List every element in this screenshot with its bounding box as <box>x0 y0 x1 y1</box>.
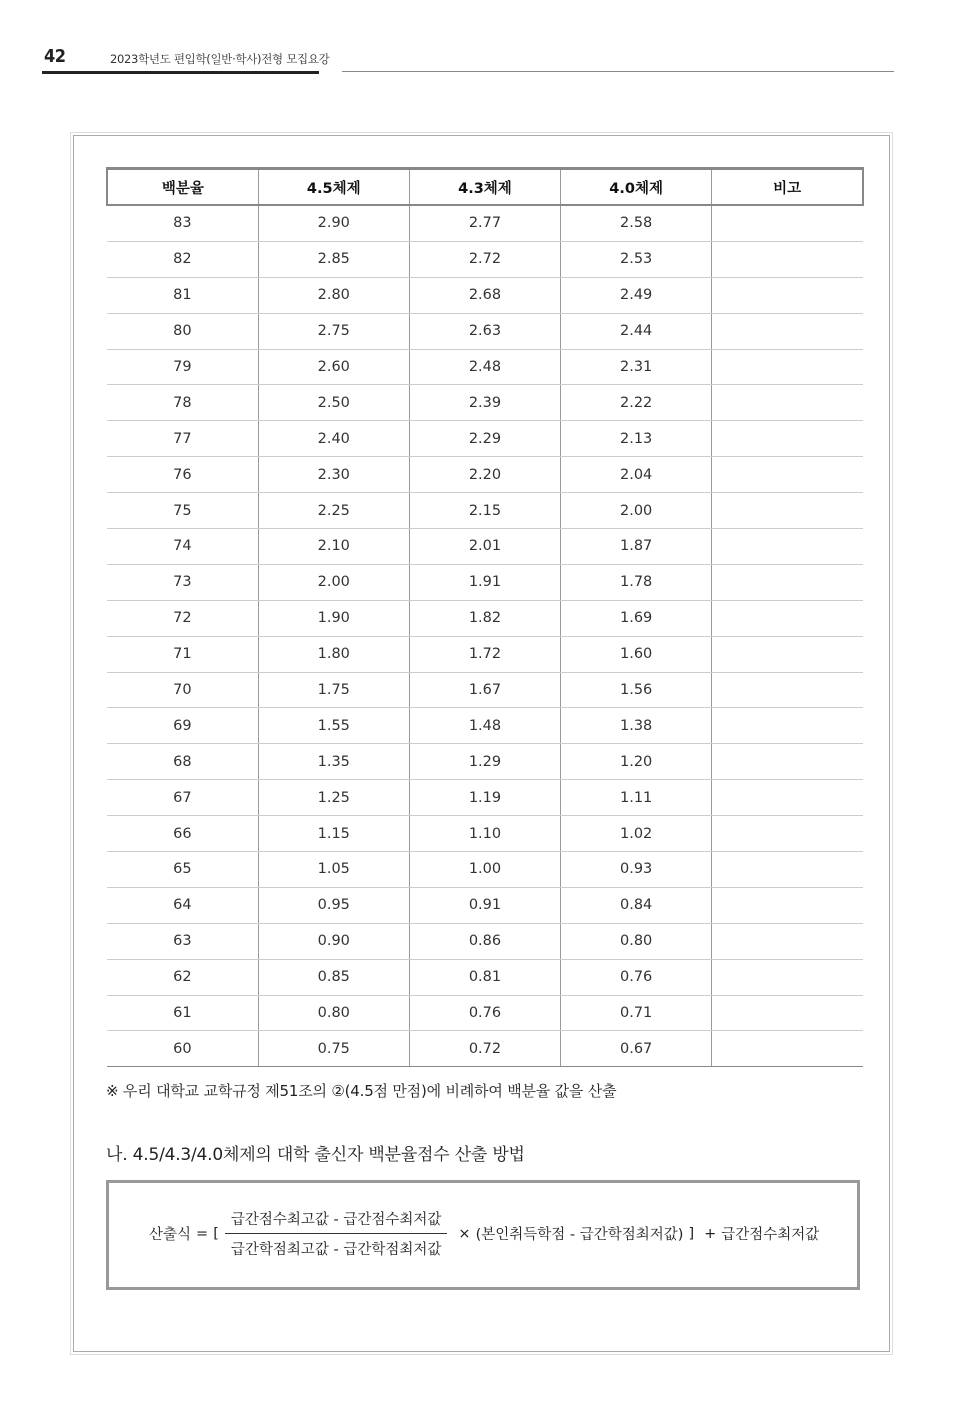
table-cell: 78 <box>107 385 258 421</box>
table-cell <box>712 959 863 995</box>
table-cell: 2.29 <box>409 421 560 457</box>
table-cell <box>712 816 863 852</box>
table-cell: 1.91 <box>409 564 560 600</box>
table-cell: 0.80 <box>258 995 409 1031</box>
page-number: 42 <box>44 46 66 67</box>
formula-fraction <box>225 1208 448 1259</box>
table-cell: 0.72 <box>409 1031 560 1067</box>
table-cell <box>712 385 863 421</box>
table-cell: 1.90 <box>258 600 409 636</box>
table-cell <box>712 708 863 744</box>
table-cell: 72 <box>107 600 258 636</box>
table-cell: 1.80 <box>258 636 409 672</box>
table-cell: 1.19 <box>409 780 560 816</box>
table-cell: 1.15 <box>258 816 409 852</box>
table-cell: 2.72 <box>409 241 560 277</box>
table-cell: 1.56 <box>561 672 712 708</box>
table-cell: 1.05 <box>258 852 409 888</box>
table-cell <box>712 1031 863 1067</box>
table-cell: 2.58 <box>561 205 712 241</box>
table-cell: 2.15 <box>409 493 560 529</box>
table-cell: 2.20 <box>409 457 560 493</box>
table-cell: 2.77 <box>409 205 560 241</box>
table-cell: 1.87 <box>561 529 712 565</box>
table-cell: 1.25 <box>258 780 409 816</box>
table-cell: 1.02 <box>561 816 712 852</box>
table-cell: 1.72 <box>409 636 560 672</box>
table-cell: 61 <box>107 995 258 1031</box>
table-cell: 1.11 <box>561 780 712 816</box>
table-row <box>107 816 863 852</box>
table-row <box>107 205 863 241</box>
table-cell: 1.82 <box>409 600 560 636</box>
formula <box>149 1208 819 1259</box>
table-cell: 2.01 <box>409 529 560 565</box>
formula-denominator: 급간학점최고값 - 급간학점최저값 <box>230 1242 442 1258</box>
table-cell: 2.60 <box>258 349 409 385</box>
formula-addend: 급간점수최저값 <box>721 1227 820 1243</box>
table-cell: 1.35 <box>258 744 409 780</box>
table-cell: 2.53 <box>561 241 712 277</box>
table-cell: 79 <box>107 349 258 385</box>
table-row <box>107 852 863 888</box>
table-row <box>107 780 863 816</box>
table-cell: 1.75 <box>258 672 409 708</box>
table-cell <box>712 277 863 313</box>
table-cell <box>712 457 863 493</box>
table-row <box>107 385 863 421</box>
table-row <box>107 672 863 708</box>
table-row <box>107 995 863 1031</box>
table-cell: 1.48 <box>409 708 560 744</box>
formula-numerator: 급간점수최고값 - 급간점수최저값 <box>230 1212 442 1228</box>
table-cell: 2.30 <box>258 457 409 493</box>
table-cell: 2.00 <box>258 564 409 600</box>
table-row <box>107 241 863 277</box>
table-cell <box>712 995 863 1031</box>
table-cell: 2.22 <box>561 385 712 421</box>
table-row <box>107 421 863 457</box>
table-cell: 1.78 <box>561 564 712 600</box>
table-cell <box>712 600 863 636</box>
table-cell: 68 <box>107 744 258 780</box>
header-title: 2023학년도 편입학(일반·학사)전형 모집요강 <box>110 52 330 66</box>
table-cell: 2.80 <box>258 277 409 313</box>
table-cell: 1.69 <box>561 600 712 636</box>
table-cell: 0.67 <box>561 1031 712 1067</box>
table-cell: 2.44 <box>561 313 712 349</box>
table-cell: 0.76 <box>561 959 712 995</box>
table-row <box>107 636 863 672</box>
table-cell: 60 <box>107 1031 258 1067</box>
table-cell: 66 <box>107 816 258 852</box>
table-cell: 69 <box>107 708 258 744</box>
table-cell: 62 <box>107 959 258 995</box>
table-cell: 2.63 <box>409 313 560 349</box>
table-cell: 74 <box>107 529 258 565</box>
table-row <box>107 493 863 529</box>
table-cell: 70 <box>107 672 258 708</box>
formula-plus: + <box>704 1225 717 1242</box>
table-cell <box>712 205 863 241</box>
table-cell: 1.00 <box>409 852 560 888</box>
column-header: 비고 <box>712 169 863 206</box>
table-cell: 77 <box>107 421 258 457</box>
table-cell: 0.85 <box>258 959 409 995</box>
table-cell: 64 <box>107 887 258 923</box>
table-cell: 0.81 <box>409 959 560 995</box>
table-cell: 2.10 <box>258 529 409 565</box>
formula-equals: = <box>196 1225 209 1242</box>
table-cell: 2.25 <box>258 493 409 529</box>
table-row <box>107 744 863 780</box>
table-cell: 2.48 <box>409 349 560 385</box>
table-row <box>107 1031 863 1067</box>
table-row <box>107 349 863 385</box>
table-cell: 2.85 <box>258 241 409 277</box>
table-cell: 0.71 <box>561 995 712 1031</box>
table-cell: 0.76 <box>409 995 560 1031</box>
table-cell: 1.29 <box>409 744 560 780</box>
table-cell: 2.04 <box>561 457 712 493</box>
table-cell: 76 <box>107 457 258 493</box>
table-cell: 0.80 <box>561 923 712 959</box>
table-cell <box>712 744 863 780</box>
table-cell: 1.60 <box>561 636 712 672</box>
table-cell: 1.10 <box>409 816 560 852</box>
table-cell: 1.67 <box>409 672 560 708</box>
table-body <box>107 205 863 1067</box>
table-cell: 81 <box>107 277 258 313</box>
table-cell: 2.90 <box>258 205 409 241</box>
table-cell <box>712 529 863 565</box>
table-cell <box>712 421 863 457</box>
table-cell <box>712 923 863 959</box>
table-note: ※ 우리 대학교 교학규정 제51조의 ②(4.5점 만점)에 비례하여 백분율 값을 산출 <box>106 1082 617 1100</box>
table-cell: 2.68 <box>409 277 560 313</box>
column-header: 백분율 <box>107 169 258 206</box>
table-header-row <box>107 169 863 206</box>
table-row <box>107 959 863 995</box>
table-cell: 2.75 <box>258 313 409 349</box>
table-cell: 2.00 <box>561 493 712 529</box>
table-row <box>107 457 863 493</box>
table-cell <box>712 241 863 277</box>
table-cell: 73 <box>107 564 258 600</box>
header-rule-thick <box>42 71 319 74</box>
table-cell <box>712 672 863 708</box>
formula-multiplier: (본인취득학점 - 급간학점최저값) <box>475 1227 684 1243</box>
table-cell <box>712 349 863 385</box>
table-row <box>107 708 863 744</box>
table-cell: 1.55 <box>258 708 409 744</box>
table-cell: 82 <box>107 241 258 277</box>
table-cell: 0.75 <box>258 1031 409 1067</box>
table-cell: 0.86 <box>409 923 560 959</box>
grade-conversion-table <box>106 167 864 1067</box>
formula-times: × <box>458 1225 471 1242</box>
table-row <box>107 313 863 349</box>
table-cell: 71 <box>107 636 258 672</box>
formula-open-bracket: [ <box>213 1225 219 1242</box>
table-cell: 0.91 <box>409 887 560 923</box>
formula-close-bracket: ] <box>688 1225 695 1242</box>
table-cell: 83 <box>107 205 258 241</box>
table-row <box>107 600 863 636</box>
table-cell: 2.40 <box>258 421 409 457</box>
table-row <box>107 887 863 923</box>
table-cell: 65 <box>107 852 258 888</box>
table-cell: 1.20 <box>561 744 712 780</box>
table-cell <box>712 493 863 529</box>
table-cell: 80 <box>107 313 258 349</box>
table-cell: 63 <box>107 923 258 959</box>
section-heading: 나. 4.5/4.3/4.0체제의 대학 출신자 백분율점수 산출 방법 <box>106 1145 525 1165</box>
table-cell <box>712 887 863 923</box>
table-cell: 2.13 <box>561 421 712 457</box>
table-cell: 2.39 <box>409 385 560 421</box>
table-cell <box>712 313 863 349</box>
column-header: 4.5체제 <box>258 169 409 206</box>
table-row <box>107 923 863 959</box>
table-cell: 67 <box>107 780 258 816</box>
column-header: 4.3체제 <box>409 169 560 206</box>
formula-label: 산출식 <box>149 1227 192 1243</box>
table-cell: 0.84 <box>561 887 712 923</box>
table-row <box>107 529 863 565</box>
table-row <box>107 277 863 313</box>
table-cell: 0.93 <box>561 852 712 888</box>
header-rule-thin <box>342 71 894 72</box>
table-cell: 0.90 <box>258 923 409 959</box>
column-header: 4.0체제 <box>561 169 712 206</box>
table-row <box>107 564 863 600</box>
table-cell <box>712 780 863 816</box>
table-cell <box>712 852 863 888</box>
table-cell <box>712 564 863 600</box>
table-cell <box>712 636 863 672</box>
table-cell: 2.50 <box>258 385 409 421</box>
table-cell: 1.38 <box>561 708 712 744</box>
table-cell: 0.95 <box>258 887 409 923</box>
table-cell: 2.31 <box>561 349 712 385</box>
table-cell: 75 <box>107 493 258 529</box>
formula-box <box>106 1180 860 1290</box>
table-cell: 2.49 <box>561 277 712 313</box>
